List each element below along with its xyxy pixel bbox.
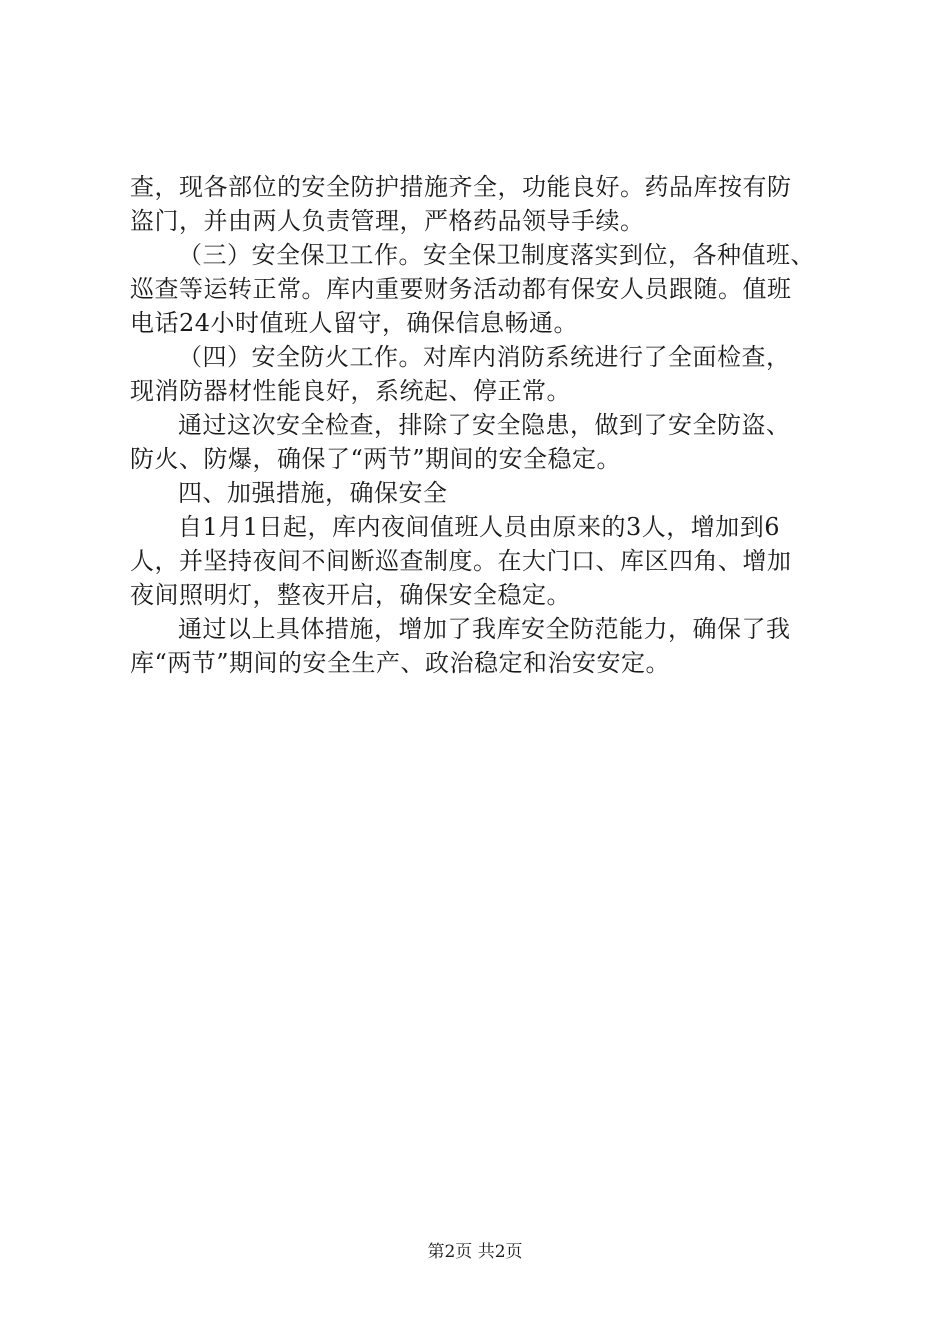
text-line: 夜间照明灯，整夜开启，确保安全稳定。 bbox=[130, 581, 571, 609]
text-line: （三）安全保卫工作。安全保卫制度落实到位，各种值班、 bbox=[178, 241, 815, 269]
text-line: 巡查等运转正常。库内重要财务活动都有保安人员跟随。值班 bbox=[130, 275, 792, 303]
text-line: 库“两节”期间的安全生产、政治稳定和治安安定。 bbox=[130, 649, 671, 677]
text-line: 自1月1日起，库内夜间值班人员由原来的3人，增加到6 bbox=[178, 513, 781, 541]
text-line: 现消防器材性能良好，系统起、停正常。 bbox=[130, 377, 571, 405]
text-line: 人，并坚持夜间不间断巡查制度。在大门口、库区四角、增加 bbox=[130, 547, 792, 575]
text-line: 防火、防爆，确保了“两节”期间的安全稳定。 bbox=[130, 445, 622, 473]
text-line: 通过这次安全检查，排除了安全隐患，做到了安全防盗、 bbox=[178, 411, 791, 439]
section-heading: 四、加强措施，确保安全 bbox=[178, 479, 448, 507]
text-line: 查，现各部位的安全防护措施齐全，功能良好。药品库按有防 bbox=[130, 173, 792, 201]
text-line: （四）安全防火工作。对库内消防系统进行了全面检查， bbox=[178, 343, 791, 371]
document-body bbox=[130, 170, 830, 680]
text-line: 通过以上具体措施，增加了我库安全防范能力，确保了我 bbox=[178, 615, 791, 643]
text-line: 盗门，并由两人负责管理，严格药品领导手续。 bbox=[130, 207, 645, 235]
page-number-footer: 第2页 共2页 bbox=[427, 1242, 523, 1262]
text-line: 电话24小时值班人留守，确保信息畅通。 bbox=[130, 309, 579, 337]
